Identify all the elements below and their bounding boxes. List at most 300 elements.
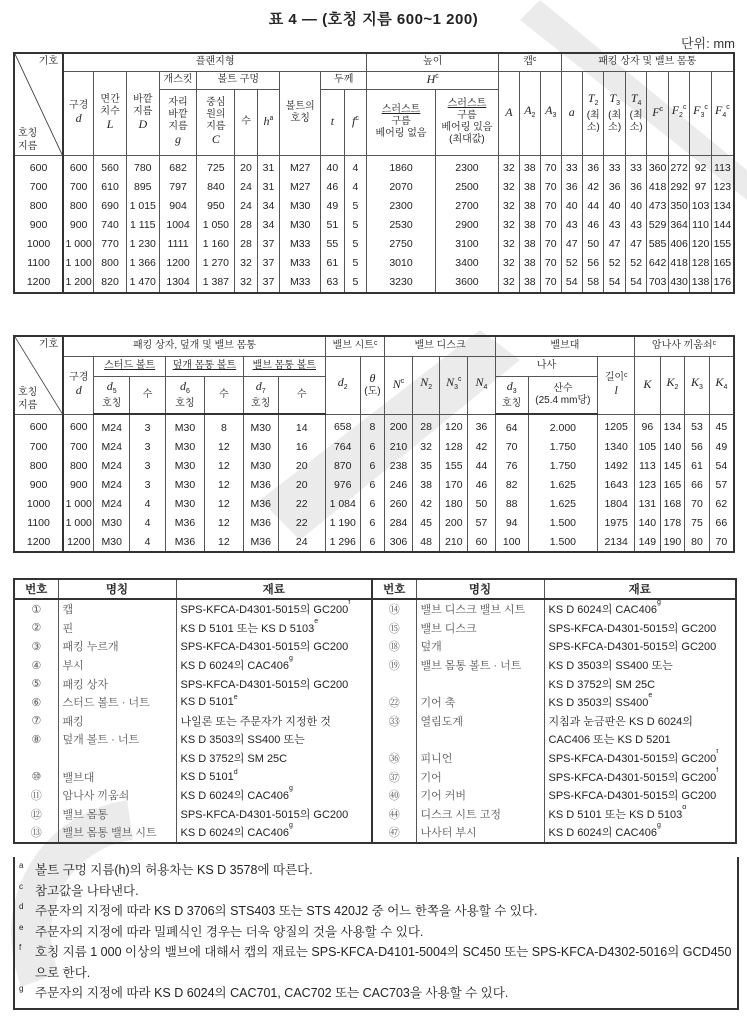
part-name: 핀: [58, 619, 176, 638]
value-cell: 50: [468, 494, 496, 513]
value-cell: 1.750: [528, 456, 598, 475]
header-no: 번호: [372, 579, 416, 599]
thickness-header: 두께: [321, 71, 367, 89]
value-cell: 54: [709, 456, 734, 475]
footnote-ref: g: [656, 599, 661, 607]
material-text: SPS-KFCA-D4301-5015의 GC200: [180, 604, 349, 617]
header-name: 명칭: [58, 579, 176, 599]
material-text: 나일론 또는 주문자가 지정한 것: [180, 715, 331, 728]
value-cell: 52: [625, 254, 646, 273]
value-cell: M24: [94, 414, 130, 437]
value-cell: 52: [561, 254, 582, 273]
value-cell: 32: [499, 197, 519, 216]
footnote: [19, 922, 733, 943]
value-cell: 473: [647, 197, 668, 216]
value-cell: 32: [499, 155, 519, 178]
table-row: [14, 197, 734, 216]
value-cell: 32: [499, 273, 519, 293]
value-cell: 658: [325, 414, 360, 437]
col-d: 구경 d: [63, 71, 94, 155]
value-cell: 6: [360, 494, 385, 513]
part-number: ㉒: [372, 693, 416, 712]
part-number: ㊹: [372, 805, 416, 824]
nominal-size-cell: 600: [14, 155, 63, 178]
value-cell: 134: [660, 414, 685, 437]
value-cell: M30: [166, 437, 205, 456]
value-cell: 38: [519, 155, 540, 178]
value-cell: 40: [561, 197, 582, 216]
footnote-mark: f: [19, 943, 22, 952]
value-cell: 176: [711, 273, 734, 293]
value-cell: M30: [166, 414, 205, 437]
part-number: ④: [14, 656, 58, 675]
value-cell: 145: [660, 456, 685, 475]
footnote-ref: d: [233, 768, 238, 776]
footnote: [19, 860, 733, 881]
value-cell: 32: [235, 273, 257, 293]
value-cell: 1 015: [126, 197, 159, 216]
material-text: KS D 6024의 CAC406: [180, 790, 289, 803]
footnote-ref: g: [288, 655, 293, 663]
col-N: $N^c$: [385, 356, 413, 414]
value-cell: 36: [604, 178, 625, 197]
part-material: [544, 749, 736, 768]
value-cell: 1205: [598, 414, 635, 437]
value-cell: 1200: [63, 532, 94, 552]
part-name: 스터드 볼트 · 너트: [58, 693, 176, 712]
value-cell: 134: [711, 197, 734, 216]
value-cell: M30: [243, 456, 278, 475]
material-text: KS D 5101: [180, 770, 234, 783]
value-cell: M30: [243, 437, 278, 456]
value-cell: 47: [625, 235, 646, 254]
value-cell: 642: [647, 254, 668, 273]
value-cell: 260: [385, 494, 413, 513]
value-cell: 1 470: [126, 273, 159, 293]
value-cell: 32: [499, 178, 519, 197]
value-cell: 61: [685, 456, 710, 475]
value-cell: 1.500: [528, 513, 598, 532]
col-T3: $T_3$ (최 소): [604, 71, 625, 155]
value-cell: 38: [519, 235, 540, 254]
footnote-text: 주문자의 지정에 따라 KS D 6024의 CAC701, CAC702 또는 CAC703을 사용할 수 있다.: [35, 986, 509, 1000]
value-cell: 70: [541, 216, 561, 235]
value-cell: 178: [660, 513, 685, 532]
part-number: ⑩: [14, 767, 58, 786]
value-cell: 46: [321, 178, 345, 197]
part-name: 기어 커버: [416, 786, 544, 805]
footnote-ref: f: [348, 599, 351, 607]
value-cell: 144: [711, 216, 734, 235]
value-cell: 430: [668, 273, 689, 293]
part-name: 밸브 디스크: [416, 619, 544, 638]
part-name: 밸브대: [58, 767, 176, 786]
value-cell: 58: [582, 273, 603, 293]
value-cell: 1 366: [126, 254, 159, 273]
footnote-ref: g: [288, 785, 293, 793]
value-cell: 190: [660, 532, 685, 552]
footnote-mark: d: [19, 902, 24, 911]
value-cell: M36: [243, 494, 278, 513]
col-t: t: [321, 89, 345, 155]
value-cell: 1111: [159, 235, 197, 254]
footnote-ref: e: [233, 694, 238, 702]
part-number: ⑱: [372, 637, 416, 656]
col-A3: $A_3$: [541, 71, 561, 155]
part-number: ③: [14, 637, 58, 656]
value-cell: 54: [604, 273, 625, 293]
value-cell: 32: [235, 254, 257, 273]
packing-cover-header: 패킹 상자, 덮개 및 밸브 몸통: [63, 336, 325, 356]
part-name: [416, 674, 544, 693]
value-cell: 43: [604, 216, 625, 235]
footnote-ref: f: [716, 748, 719, 756]
value-cell: M30: [243, 414, 278, 437]
value-cell: 32: [499, 235, 519, 254]
value-cell: 70: [541, 235, 561, 254]
part-name: 패킹: [58, 712, 176, 731]
parts-row: [14, 823, 736, 843]
col-n: 수: [235, 89, 257, 155]
value-cell: 2500: [435, 178, 498, 197]
footnote: [19, 983, 733, 1004]
value-cell: 70: [709, 532, 734, 552]
footnote: [19, 881, 733, 902]
value-cell: 33: [561, 155, 582, 178]
part-material: [544, 637, 736, 656]
value-cell: 690: [94, 197, 127, 216]
part-material: [176, 712, 372, 731]
nominal-size-cell: 1100: [14, 254, 63, 273]
value-cell: 64: [495, 414, 528, 437]
part-material: [176, 656, 372, 675]
value-cell: 306: [385, 532, 413, 552]
value-cell: 28: [235, 235, 257, 254]
value-cell: 165: [660, 475, 685, 494]
value-cell: 1 387: [197, 273, 235, 293]
parts-table: [13, 578, 737, 844]
part-material: [176, 619, 372, 638]
value-cell: 6: [360, 475, 385, 494]
parts-row: [14, 786, 736, 805]
value-cell: 200: [385, 414, 413, 437]
header-name: 명칭: [416, 579, 544, 599]
col-K: K: [635, 356, 661, 414]
value-cell: 24: [278, 532, 325, 552]
part-name: 패킹 상자: [58, 674, 176, 693]
parts-row: [14, 656, 736, 675]
value-cell: 70: [541, 273, 561, 293]
value-cell: 57: [468, 513, 496, 532]
col-N2: $N_2$: [412, 356, 440, 414]
col-d5: $d_5$ 호칭: [94, 376, 130, 414]
part-name: 덮개 볼트 · 너트: [58, 730, 176, 749]
footnote-ref: g: [656, 823, 661, 830]
value-cell: 3: [130, 456, 166, 475]
material-text: KS D 3503의 SS400: [548, 697, 649, 710]
part-material: [544, 656, 736, 675]
nominal-size-cell: 700: [14, 178, 63, 197]
material-text: KS D 5101 또는 KS D 5103: [180, 622, 315, 635]
part-material: [176, 823, 372, 843]
part-material: [544, 767, 736, 786]
value-cell: 292: [668, 178, 689, 197]
value-cell: 1 000: [63, 235, 94, 254]
col-N3: $N_3^c$: [440, 356, 468, 414]
col-D: 바깥 지름 D: [126, 71, 159, 155]
part-material: [176, 767, 372, 786]
value-cell: 165: [711, 254, 734, 273]
footnote-text: 참고값을 나타낸다.: [35, 883, 139, 898]
part-material: [176, 805, 372, 824]
value-cell: 820: [94, 273, 127, 293]
footnote-mark: e: [19, 922, 24, 932]
value-cell: 1975: [598, 513, 635, 532]
col-pitch: 산수 (25.4 mm당): [528, 376, 598, 414]
value-cell: 94: [495, 513, 528, 532]
value-cell: 170: [440, 475, 468, 494]
part-name: 캡: [58, 599, 176, 619]
value-cell: 1 296: [325, 532, 360, 552]
parts-row: [14, 767, 736, 786]
value-cell: 128: [440, 437, 468, 456]
nominal-label: 호칭: [18, 127, 38, 139]
footnote-text: 볼트 구멍 지름(h)의 허용차는 KS D 3578에 따른다.: [35, 863, 313, 877]
col-d2: $d_2$: [325, 356, 360, 414]
value-cell: 100: [495, 532, 528, 552]
value-cell: M36: [166, 513, 205, 532]
value-cell: 6: [360, 513, 385, 532]
value-cell: 75: [685, 513, 710, 532]
footnote-mark: c: [19, 881, 23, 891]
value-cell: M36: [243, 513, 278, 532]
col-length: 길이$^c$ l: [598, 356, 635, 414]
value-cell: 12: [204, 513, 243, 532]
value-cell: 1 000: [63, 513, 94, 532]
value-cell: M33: [280, 254, 321, 273]
value-cell: 350: [668, 197, 689, 216]
value-cell: 2530: [367, 216, 435, 235]
value-cell: 131: [635, 494, 661, 513]
value-cell: 406: [668, 235, 689, 254]
value-cell: 70: [541, 197, 561, 216]
value-cell: 200: [440, 513, 468, 532]
value-cell: 12: [204, 494, 243, 513]
table-row: [14, 178, 734, 197]
value-cell: 12: [204, 475, 243, 494]
value-cell: 900: [63, 216, 94, 235]
nominal-size-cell: 1200: [14, 273, 63, 293]
value-cell: 1.625: [528, 494, 598, 513]
col-d: 구경 d: [63, 356, 94, 414]
nominal-size-cell: 1000: [14, 494, 63, 513]
value-cell: 37: [257, 254, 279, 273]
value-cell: 840: [197, 178, 235, 197]
col-K2: $K_2$: [660, 356, 685, 414]
footnote-text: 호칭 지름 1 000 이상의 밸브에 대해서 캡의 재료는 SPS-KFCA-D4101-5004의 SC450 또는 SPS-KFCA-D4302-5016의 GCD450으로 한다.: [35, 945, 732, 980]
part-material: [176, 599, 372, 619]
value-cell: 5: [344, 273, 367, 293]
col-g: 자리 바깥 지름 g: [159, 89, 197, 155]
value-cell: 284: [385, 513, 413, 532]
part-number: ⑦: [14, 712, 58, 731]
col-H-with: 스러스트 구름 베어링 있음 (최대값): [435, 89, 498, 155]
value-cell: 1.625: [528, 475, 598, 494]
value-cell: 140: [635, 513, 661, 532]
table-row: [14, 155, 734, 178]
value-cell: 600: [63, 155, 94, 178]
value-cell: 800: [63, 456, 94, 475]
col-bolt-size: 볼트의 호칭: [280, 71, 321, 155]
value-cell: M30: [166, 456, 205, 475]
value-cell: 3: [130, 475, 166, 494]
part-material: [176, 730, 372, 749]
col-F: $F^c$: [647, 71, 668, 155]
value-cell: 740: [94, 216, 127, 235]
value-cell: 4: [130, 494, 166, 513]
value-cell: 1 084: [325, 494, 360, 513]
value-cell: 904: [159, 197, 197, 216]
value-cell: 34: [257, 216, 279, 235]
value-cell: 149: [635, 532, 661, 552]
unit-label: 단위: mm: [681, 36, 735, 51]
value-cell: M24: [94, 456, 130, 475]
value-cell: 1304: [159, 273, 197, 293]
value-cell: 38: [412, 475, 440, 494]
value-cell: 764: [325, 437, 360, 456]
material-text: KS D 5101: [180, 696, 234, 709]
value-cell: 42: [412, 494, 440, 513]
nominal-label: 호칭: [18, 386, 38, 398]
value-cell: M33: [280, 235, 321, 254]
material-text: KS D 3752의 SM 25C: [180, 753, 288, 766]
value-cell: 360: [647, 155, 668, 178]
value-cell: 45: [709, 414, 734, 437]
value-cell: 5: [344, 254, 367, 273]
value-cell: 103: [690, 197, 711, 216]
value-cell: 24: [235, 178, 257, 197]
nominal-size-cell: 800: [14, 197, 63, 216]
value-cell: 53: [685, 414, 710, 437]
value-cell: 4: [344, 155, 367, 178]
part-number: ⑲: [372, 656, 416, 675]
value-cell: 138: [690, 273, 711, 293]
value-cell: 800: [63, 197, 94, 216]
value-cell: 700: [63, 437, 94, 456]
value-cell: 105: [635, 437, 661, 456]
table-row: [14, 235, 734, 254]
value-cell: 725: [197, 155, 235, 178]
value-cell: 895: [126, 178, 159, 197]
value-cell: 1 000: [63, 494, 94, 513]
value-cell: 2134: [598, 532, 635, 552]
value-cell: 60: [468, 532, 496, 552]
value-cell: 1 230: [126, 235, 159, 254]
value-cell: 8: [360, 414, 385, 437]
material-text: KS D 3503의 SS400 또는: [548, 660, 673, 673]
parts-row: [14, 693, 736, 712]
value-cell: 180: [440, 494, 468, 513]
value-cell: 36: [561, 178, 582, 197]
part-number: ㉝: [372, 712, 416, 731]
dimensions-table-2: [13, 335, 735, 553]
footnote-ref: f: [716, 767, 719, 774]
value-cell: 4: [344, 178, 367, 197]
material-text: KS D 3503의 SS400 또는: [180, 734, 305, 747]
part-name: 나사터 부시: [416, 823, 544, 843]
part-number: ⑧: [14, 730, 58, 749]
cover-bolt-header: 덮개 몸통 볼트: [166, 356, 244, 376]
value-cell: 31: [257, 155, 279, 178]
table-row: [14, 475, 734, 494]
col-d7: $d_7$ 호칭: [243, 376, 278, 414]
part-material: [544, 712, 736, 731]
part-name: 열림도계: [416, 712, 544, 731]
value-cell: 42: [468, 437, 496, 456]
part-number: ⑤: [14, 674, 58, 693]
material-text: CAC406 또는 KS D 5201: [548, 734, 671, 747]
part-name: [58, 749, 176, 768]
value-cell: 560: [94, 155, 127, 178]
parts-row: [14, 674, 736, 693]
value-cell: 40: [321, 155, 345, 178]
value-cell: 3230: [367, 273, 435, 293]
value-cell: 38: [519, 216, 540, 235]
value-cell: M27: [280, 178, 321, 197]
value-cell: 585: [647, 235, 668, 254]
nominal-size-cell: 900: [14, 475, 63, 494]
value-cell: 12: [204, 532, 243, 552]
value-cell: 123: [635, 475, 661, 494]
value-cell: 210: [440, 532, 468, 552]
col-A2: $A_2$: [519, 71, 540, 155]
material-text: 지침과 눈금판은 KS D 6024의: [548, 715, 693, 728]
value-cell: 950: [197, 197, 235, 216]
value-cell: M36: [243, 475, 278, 494]
col-F3: $F_3^c$: [690, 71, 711, 155]
part-number: ⑪: [14, 786, 58, 805]
col-A: A: [499, 71, 519, 155]
value-cell: 800: [94, 254, 127, 273]
part-number: ②: [14, 619, 58, 638]
value-cell: 6: [360, 456, 385, 475]
part-number: ㊱: [372, 749, 416, 768]
part-name: 밸브 몸통 밸브 시트: [58, 823, 176, 843]
parts-row: [14, 619, 736, 638]
table-row: [14, 494, 734, 513]
value-cell: 113: [635, 456, 661, 475]
value-cell: 56: [685, 437, 710, 456]
value-cell: 246: [385, 475, 413, 494]
footnote-ref: g: [288, 823, 293, 830]
col-d3: $d_3$ 호칭: [495, 376, 528, 414]
material-text: KS D 5101 또는 KS D 5103: [548, 808, 683, 821]
part-number: ㊼: [372, 823, 416, 843]
parts-row: [14, 749, 736, 768]
height-H-header: $H^c$: [367, 71, 499, 89]
corner-header: [14, 336, 63, 414]
value-cell: 2900: [435, 216, 498, 235]
footnote-ref: d: [682, 804, 687, 811]
parts-row: [14, 637, 736, 656]
value-cell: 8: [204, 414, 243, 437]
value-cell: 82: [495, 475, 528, 494]
value-cell: 703: [647, 273, 668, 293]
packing-group-header: 패킹 상자 및 밸브 몸통: [561, 53, 734, 71]
value-cell: 2300: [435, 155, 498, 178]
material-text: SPS-KFCA-D4301-5015의 GC200: [548, 771, 717, 784]
part-number: ㊵: [372, 786, 416, 805]
